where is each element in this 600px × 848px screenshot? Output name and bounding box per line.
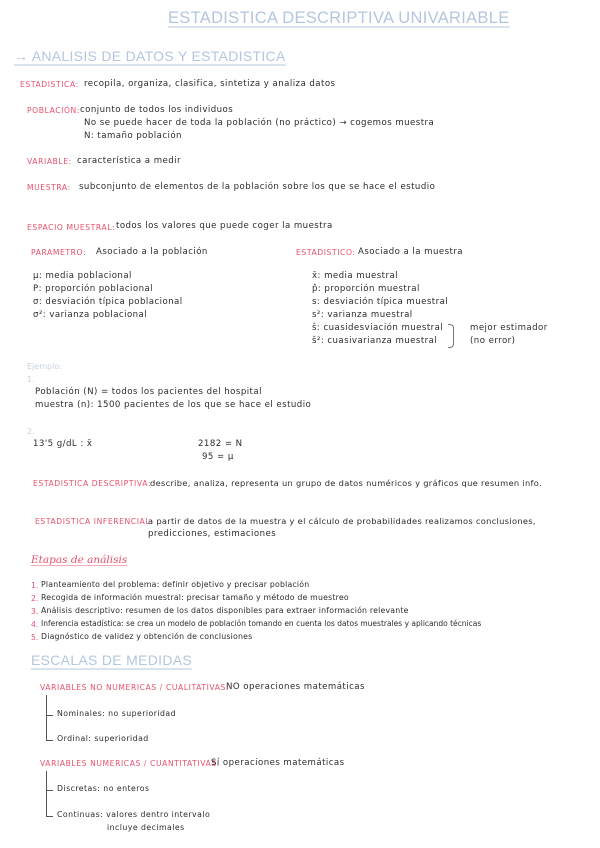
section-heading-analisis: → ANALISIS DE DATOS Y ESTADISTICA <box>14 48 286 64</box>
escalas-heading: ESCALAS DE MEDIDAS <box>31 652 192 668</box>
term-inferencial: ESTADISTICA INFERENCIAL: <box>35 517 154 526</box>
def-inferencial-line: predicciones, estimaciones <box>148 529 277 539</box>
etapa-text: Diagnóstico de validez y obtención de conclusiones <box>41 632 253 641</box>
def-espacio-muestral: todos los valores que puede coger la muestra <box>116 221 333 231</box>
estadistico-item: s: desviación típica muestral <box>312 297 449 307</box>
term-estadistica: ESTADISTICA: <box>20 80 79 89</box>
etapas-heading: Etapas de análisis <box>31 554 128 566</box>
def-descriptiva: describe, analiza, representa un grupo de datos numéricos y gráficos que resumen info. <box>150 478 542 488</box>
def-parametro: Asociado a la población <box>96 247 208 257</box>
etapa-number: 1. <box>31 581 39 590</box>
term-variable: VARIABLE: <box>27 157 72 166</box>
estadistico-item: ŝ²: cuasivarianza muestral <box>312 336 438 346</box>
term-descriptiva: ESTADISTICA DESCRIPTIVA: <box>33 479 152 488</box>
def-poblacion-line: No se puede hacer de toda la población (no práctico) → cogemos muestra <box>84 118 435 128</box>
def-poblacion-line: N: tamaño población <box>84 131 182 141</box>
tree-line <box>46 695 47 740</box>
estadistico-item: x̄: media muestral <box>312 271 399 281</box>
ejemplo-line: Población (N) = todos los pacientes del hospital <box>35 387 262 397</box>
sub-nominales: Nominales: no superioridad <box>57 709 177 718</box>
def-inferencial-line: a partir de datos de la muestra y el cálculo de probabilidades realizamos conclusiones, <box>148 516 536 526</box>
ejemplo-value: 2182 = N <box>198 439 243 449</box>
term-cualitativas: VARIABLES NO NUMERICAS / CUALITATIVAS: <box>40 683 230 692</box>
parametro-item: σ²: varianza poblacional <box>33 310 148 320</box>
etapa-number: 3. <box>31 607 39 616</box>
etapa-text: Inferencia estadística: se crea un modelo de población tomando en cuenta los datos muestrales y aplicando técnicas <box>41 619 482 628</box>
def-muestra: subconjunto de elementos de la población sobre los que se hace el estudio <box>79 182 436 192</box>
term-muestra: MUESTRA: <box>27 183 71 192</box>
def-cualitativas: NO operaciones matemáticas <box>226 682 365 692</box>
etapa-text: Planteamiento del problema: definir objetivo y precisar población <box>41 580 310 589</box>
ejemplo-value: 13'5 g/dL : x̄ <box>33 439 93 449</box>
etapa-number: 5. <box>31 633 39 642</box>
ejemplo-line: muestra (n): 1500 pacientes de los que se hace el estudio <box>35 400 312 410</box>
estadistico-item: s²: varianza muestral <box>312 310 413 320</box>
etapa-number: 4. <box>31 620 39 629</box>
tree-branch <box>46 816 53 817</box>
def-estadistica: recopila, organiza, clasifica, sintetiza y analiza datos <box>84 79 336 89</box>
ejemplo-number: 1. <box>27 375 35 384</box>
note-no-error: (no error) <box>470 336 516 346</box>
tree-line <box>46 771 47 816</box>
estadistico-item: ŝ: cuasidesviación muestral <box>312 323 444 333</box>
def-cuantitativas: Sí operaciones matemáticas <box>211 758 345 768</box>
def-estadistico: Asociado a la muestra <box>358 247 464 257</box>
parametro-item: σ: desviación típica poblacional <box>33 297 183 307</box>
term-estadistico: ESTADISTICO: <box>296 248 356 257</box>
etapa-number: 2. <box>31 594 39 603</box>
tree-branch <box>46 790 53 791</box>
ejemplo-label: Ejemplo: <box>27 362 62 371</box>
sub-discretas: Discretas: no enteros <box>57 784 150 793</box>
ejemplo-value: 95 = μ <box>202 452 234 462</box>
def-poblacion-line: conjunto de todos los individuos <box>80 105 234 115</box>
sub-continuas-note: incluye decimales <box>107 823 185 832</box>
etapa-text: Análisis descriptivo: resumen de los datos disponibles para extraer información relevante <box>41 606 409 615</box>
parametro-item: μ: media poblacional <box>33 271 132 281</box>
term-cuantitativas: VARIABLES NUMERICAS / CUANTITATIVAS: <box>40 759 220 768</box>
tree-branch <box>46 740 53 741</box>
tree-branch <box>46 715 53 716</box>
def-variable: característica a medir <box>77 156 181 166</box>
estadistico-item: p̂: proporción muestral <box>312 284 420 294</box>
note-mejor-estimador: mejor estimador <box>470 323 548 333</box>
sub-continuas: Continuas: valores dentro intervalo <box>57 810 211 819</box>
page-title: ESTADISTICA DESCRIPTIVA UNIVARIABLE <box>168 9 510 27</box>
term-parametro: PARAMETRO: <box>31 248 87 257</box>
brace-bracket <box>448 324 454 348</box>
term-poblacion: POBLACIÓN: <box>27 106 80 115</box>
ejemplo-number: 2. <box>27 427 35 436</box>
sub-ordinal: Ordinal: superioridad <box>57 734 149 743</box>
parametro-item: P: proporción poblacional <box>33 284 154 294</box>
term-espacio-muestral: ESPACIO MUESTRAL: <box>27 223 116 232</box>
etapa-text: Recogida de información muestral: precisar tamaño y método de muestreo <box>41 593 349 602</box>
